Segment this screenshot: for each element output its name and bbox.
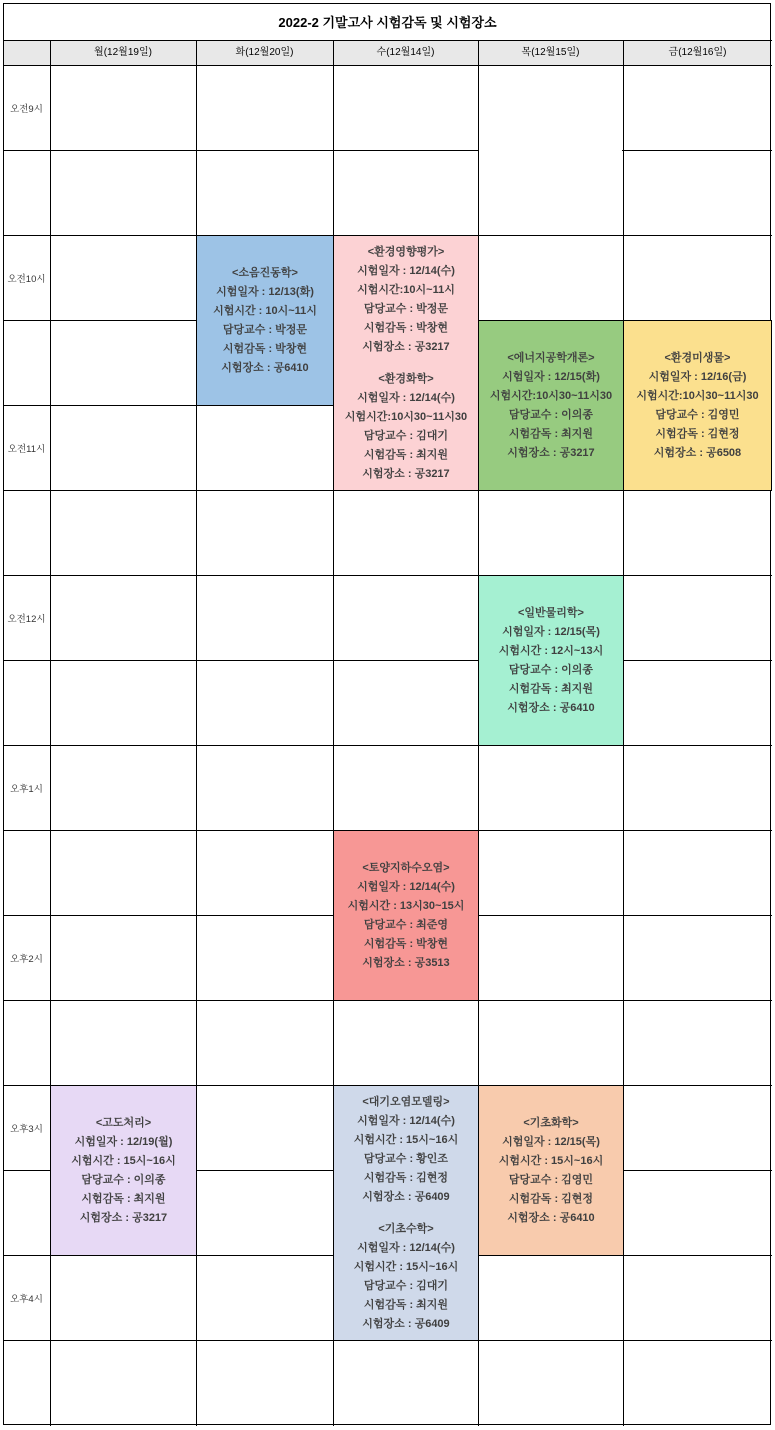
exam-professor: 담당교수 : 최준영 (363, 918, 449, 931)
exam-info-soil-groundwater-pollution (334, 831, 478, 1000)
time-label-1pm: 오후1시 (10, 783, 43, 795)
exam-room: 시험장소 : 공3217 (507, 446, 595, 459)
exam-time: 시험시간 : 10시~11시 (213, 304, 317, 317)
exam-room: 시험장소 : 공3513 (362, 956, 450, 969)
exam-professor: 담당교수 : 김대기 (363, 430, 449, 442)
exam-supervisor: 시험감독 : 최지원 (363, 1299, 449, 1311)
exam-block-noise-vibration (196, 235, 334, 406)
exam-supervisor: 시험감독 : 최지원 (81, 1192, 166, 1205)
exam-supervisor: 시험감독 : 김현정 (655, 427, 740, 440)
exam-time: 시험시간 : 15시~16시 (353, 1261, 459, 1273)
exam-room: 시험장소 : 공3217 (362, 468, 450, 480)
exam-subject: <대기오염모델링> (362, 1096, 450, 1108)
time-label-4pm: 오후4시 (10, 1293, 43, 1305)
exam-professor: 담당교수 : 김영민 (508, 1173, 594, 1186)
exam-time: 시험시간 : 15시~16시 (353, 1134, 459, 1146)
exam-info-env-chemistry (334, 364, 478, 490)
exam-date: 시험일자 : 12/14(수) (357, 1242, 455, 1254)
exam-room: 시험장소 : 공3217 (362, 341, 450, 353)
exam-info-advanced-treatment (51, 1086, 196, 1255)
exam-date: 시험일자 : 12/19(월) (74, 1135, 173, 1148)
exam-supervisor: 시험감독 : 김현정 (363, 1172, 449, 1184)
exam-supervisor: 시험감독 : 최지원 (508, 427, 594, 440)
time-label-10am: 오전10시 (7, 273, 46, 285)
exam-info-general-physics (479, 576, 623, 745)
exam-subject: <에너지공학개론> (507, 351, 595, 364)
day-header-thu: 목(12월15일) (521, 47, 580, 58)
exam-block-basic-chemistry (478, 1085, 624, 1256)
time-label-3pm: 오후3시 (10, 1123, 43, 1135)
exam-time: 시험시간 : 13시30~15시 (347, 899, 465, 912)
exam-block-env-impact-and-chemistry (333, 235, 479, 491)
exam-info-air-pollution-modeling (334, 1086, 478, 1214)
exam-subject: <환경영향평가> (367, 246, 445, 258)
exam-professor: 담당교수 : 박정문 (222, 323, 308, 336)
exam-subject: <소음진동학> (232, 266, 298, 279)
exam-supervisor: 시험감독 : 최지원 (363, 449, 449, 461)
day-header-mon: 월(12월19일) (94, 47, 152, 58)
exam-room: 시험장소 : 공6508 (653, 446, 742, 459)
exam-subject: <환경화학> (378, 373, 434, 385)
exam-room: 시험장소 : 공6410 (221, 361, 309, 374)
exam-professor: 담당교수 : 이의종 (508, 408, 594, 421)
exam-info-basic-chemistry (479, 1086, 623, 1255)
time-label-9am: 오전9시 (10, 103, 43, 115)
exam-date: 시험일자 : 12/14(수) (357, 1115, 455, 1127)
exam-subject: <기초화학> (523, 1116, 579, 1129)
exam-block-soil-groundwater-pollution (333, 830, 479, 1001)
exam-time: 시험시간 : 15시~16시 (71, 1154, 176, 1167)
exam-supervisor: 시험감독 : 최지원 (508, 682, 594, 695)
exam-date: 시험일자 : 12/16(금) (648, 370, 747, 383)
exam-info-basic-math (334, 1214, 478, 1340)
exam-room: 시험장소 : 공6409 (362, 1191, 450, 1203)
exam-supervisor: 시험감독 : 박창현 (363, 322, 449, 334)
exam-block-advanced-treatment (50, 1085, 197, 1256)
day-header-wed: 수(12월14일) (376, 47, 435, 58)
day-header-fri: 금(12월16일) (668, 47, 727, 58)
exam-supervisor: 시험감독 : 김현정 (508, 1192, 594, 1205)
exam-room: 시험장소 : 공6410 (507, 701, 595, 714)
exam-professor: 담당교수 : 황인조 (363, 1153, 449, 1165)
exam-info-noise-vibration (197, 236, 333, 405)
exam-supervisor: 시험감독 : 박창현 (363, 937, 449, 950)
merged-cell-patch (479, 148, 622, 153)
exam-date: 시험일자 : 12/13(화) (216, 285, 314, 298)
page-title: 2022-2 기말고사 시험감독 및 시험장소 (278, 15, 497, 30)
exam-professor: 담당교수 : 박정문 (363, 303, 449, 315)
exam-info-energy-engineering-intro (479, 321, 623, 490)
exam-time: 시험시간:10시~11시 (357, 284, 455, 296)
exam-block-air-modeling-and-basic-math (333, 1085, 479, 1341)
exam-date: 시험일자 : 12/14(수) (357, 392, 455, 404)
exam-time: 시험시간:10시30~11시30 (344, 411, 468, 423)
exam-supervisor: 시험감독 : 박창현 (222, 342, 308, 355)
exam-block-energy-engineering-intro (478, 320, 624, 491)
exam-subject: <고도처리> (95, 1116, 152, 1129)
day-header-tue: 화(12월20일) (235, 47, 294, 58)
exam-room: 시험장소 : 공3217 (79, 1211, 168, 1224)
exam-time: 시험시간:10시30~11시30 (636, 389, 759, 402)
time-label-11am: 오전11시 (7, 443, 46, 455)
exam-date: 시험일자 : 12/14(수) (357, 265, 455, 277)
exam-time: 시험시간:10시30~11시30 (489, 389, 613, 402)
exam-professor: 담당교수 : 이의종 (508, 663, 594, 676)
exam-room: 시험장소 : 공6410 (507, 1211, 595, 1224)
exam-time: 시험시간 : 12시~13시 (498, 644, 604, 657)
exam-block-env-microbiology (623, 320, 772, 491)
exam-block-general-physics (478, 575, 624, 746)
exam-subject: <토양지하수오염> (362, 861, 450, 874)
exam-info-env-impact-assessment (334, 236, 478, 364)
exam-info-env-microbiology (624, 321, 771, 490)
exam-date: 시험일자 : 12/14(수) (357, 880, 455, 893)
exam-date: 시험일자 : 12/15(화) (502, 370, 600, 383)
exam-time: 시험시간 : 15시~16시 (498, 1154, 604, 1167)
time-label-12pm: 오전12시 (7, 613, 46, 625)
exam-professor: 담당교수 : 이의종 (81, 1173, 166, 1186)
exam-professor: 담당교수 : 김대기 (363, 1280, 449, 1292)
exam-subject: <기초수학> (378, 1223, 434, 1235)
exam-room: 시험장소 : 공6409 (362, 1318, 450, 1330)
exam-professor: 담당교수 : 김영민 (655, 408, 740, 421)
exam-subject: <환경미생물> (664, 351, 731, 364)
exam-date: 시험일자 : 12/15(목) (502, 625, 600, 638)
time-label-2pm: 오후2시 (10, 953, 43, 965)
exam-date: 시험일자 : 12/15(목) (502, 1135, 600, 1148)
exam-subject: <일반물리학> (518, 606, 584, 619)
